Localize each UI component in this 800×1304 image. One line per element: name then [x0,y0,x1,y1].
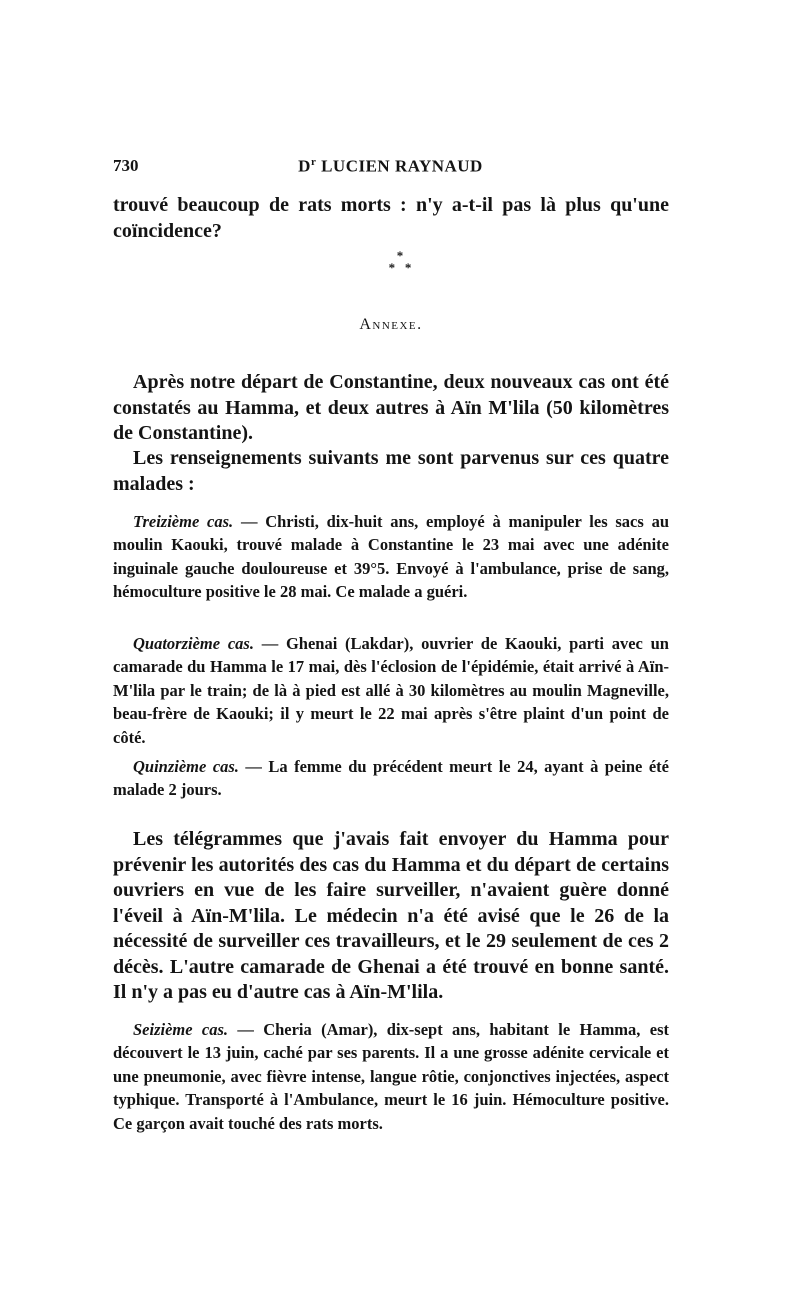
author-prefix: D [298,156,311,176]
case-15-text: — La femme du précédent meurt le 24, ayant à peine été malade 2 jours. [113,757,669,800]
author-name: LUCIEN RAYNAUD [316,156,483,176]
case-15-label: Quinzième cas. [133,757,239,776]
paragraph-intro-cases: Les renseignements suivants me sont parvenus sur ces quatre malades : [113,447,669,495]
case-16-label: Seizième cas. [133,1020,229,1039]
case-16-text: — Cheria (Amar), dix-sept ans, habitant le Hamma, est découvert le 13 juin, caché par ses parents. Il a une grosse adénite cervicale et une pneumonie, avec fièvre intense, langue rôtie, conjonctives injectées, aspect typhique. Transporté à l'Ambulance, meurt le 16 juin. Hémoculture positive. Ce garçon avait touché des rats morts. [113,1020,669,1133]
case-14 [113,632,669,749]
case-13-label: Treizième cas. [133,512,234,531]
case-15 [113,755,669,802]
author-prefix-sup: r [310,156,317,168]
page-header [113,156,668,180]
case-13-text: — Christi, dix-huit ans, employé à manipuler les sacs au moulin Kaouki, trouvé malade à Constantine le 23 mai avec une adénite inguinale gauche douloureuse et 39°5. Envoyé à l'ambulance, prise de sang, hémoculture positive le 28 mai. Ce malade a guéri. [113,512,669,602]
case-14-text: — Ghenai (Lakdar), ouvrier de Kaouki, parti avec un camarade du Hamma le 17 mai, dès l'éclosion de l'épidémie, était arrivé à Aïn-M'lila par le train; de là à pied est allé à 30 kilomètres au moulin Magneville, beau-frère de Kaouki; il y meurt le 22 mai après s'être plaint d'un point de côté. [113,634,669,747]
page-number: 730 [113,156,139,175]
paragraph-arrival: Après notre départ de Constantine, deux nouveaux cas ont été constatés au Hamma, et deux autres à Aïn M'lila (50 kilomètres de Constantine). [113,371,669,444]
paragraph-telegrams: Les télégrammes que j'avais fait envoyer du Hamma pour prévenir les autorités des cas du Hamma et du départ de certains ouvriers en vue de les faire surveiller, n'avaient guère donné l'éveil à Aïn-M'lila. Le médecin n'a été avisé que le 26 de la nécessité de surveiller ces travailleurs, et le 29 seulement de ces 2 décès. L'autre camarade de Ghenai a été trouvé en bonne santé. Il n'y a pas eu d'autre cas à Aïn-M'lila. [113,828,669,1003]
running-head [113,156,668,177]
case-16 [113,1018,669,1135]
annex-title: Annexe. [359,316,423,333]
asterism [360,250,440,274]
case-14-label: Quatorzième cas. [133,634,254,653]
case-13 [113,510,669,604]
intro-fragment: trouvé beaucoup de rats morts : n'y a-t-il pas là plus qu'une coïncidence? [113,194,669,242]
asterism-bottom: * * [388,260,412,275]
asterism-top: * [396,248,404,263]
